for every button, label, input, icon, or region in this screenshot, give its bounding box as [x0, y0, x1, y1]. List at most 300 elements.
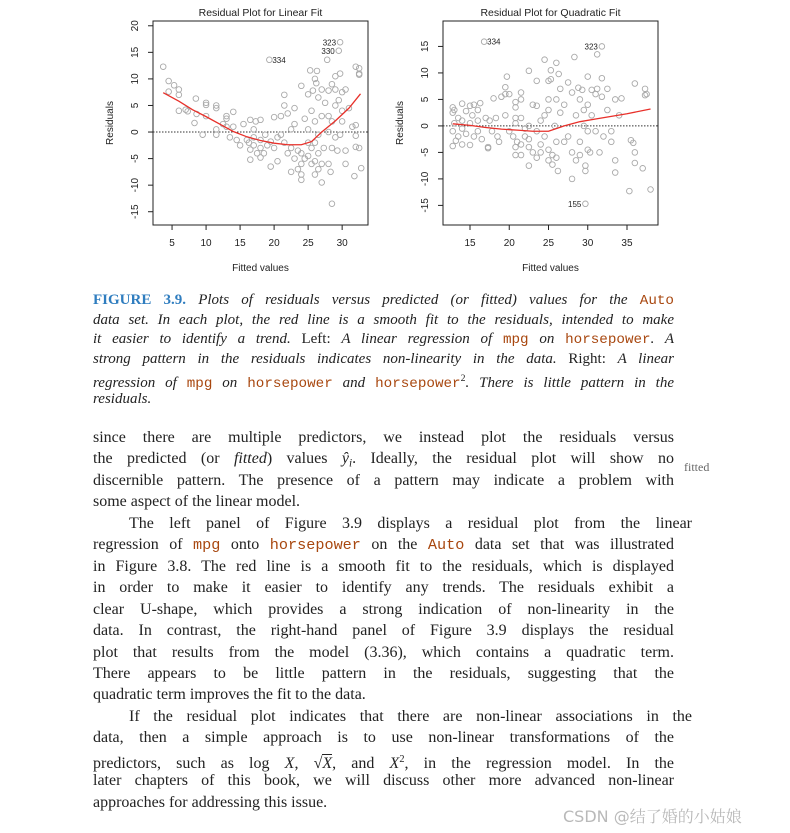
figure-3-9-charts [0, 0, 790, 280]
body-line [93, 642, 674, 663]
y-tick-label: 5 [420, 96, 431, 103]
body-line [93, 556, 674, 577]
body-line [93, 491, 674, 512]
residual-point [166, 78, 172, 84]
x-tick-label: 25 [542, 238, 555, 249]
residual-point [316, 150, 322, 156]
text-segment: later chapters of this book, we will discuss other more advanced non-linear [93, 772, 674, 790]
chart-panel-linear [105, 7, 368, 274]
text-segment: it easier to identify a trend. [93, 331, 302, 348]
residual-point [171, 82, 177, 88]
text-segment: residuals. [93, 390, 152, 407]
residual-point [608, 128, 614, 134]
outlier-point [336, 48, 342, 54]
residual-point [612, 97, 618, 103]
residual-point [251, 143, 257, 149]
text-segment: data set that was illustrated [464, 536, 674, 554]
residual-point [285, 150, 291, 156]
text-segment: clear U-shape, which provides a strong indication of non-linearity in the [93, 600, 674, 618]
residual-point [557, 86, 563, 92]
residual-point [593, 128, 599, 134]
residual-point [459, 142, 465, 148]
residual-point [350, 124, 356, 130]
residual-point [160, 64, 166, 70]
residual-point [612, 158, 618, 164]
residual-point [504, 74, 510, 80]
x-tick-label: 20 [503, 238, 515, 249]
residual-point [339, 119, 345, 125]
residual-point [227, 135, 233, 141]
residual-point [640, 166, 646, 172]
residual-point [479, 136, 485, 142]
residual-point [343, 148, 349, 154]
residual-point [530, 150, 536, 156]
residual-point [475, 128, 481, 134]
text-segment: data set. In each plot, the red line is a smooth fit to the residuals, intended to make [93, 311, 674, 328]
text-segment: predictors, such as log [93, 754, 285, 772]
text-segment: , and [332, 754, 390, 772]
text-segment: plot that results from the model (3.36), which contains a quadratic term. [93, 643, 674, 661]
residual-point [467, 142, 473, 148]
residual-point [530, 102, 536, 108]
residual-point [319, 180, 325, 186]
chart-title: Residual Plot for Quadratic Fit [480, 7, 621, 19]
y-tick-label: 10 [420, 67, 431, 79]
y-tick-label: 0 [420, 123, 431, 129]
residual-point [569, 90, 575, 96]
residual-point [597, 150, 603, 156]
residual-point [467, 103, 473, 109]
x-tick-label: 10 [200, 238, 212, 249]
text-segment: X [284, 754, 295, 772]
outlier-point [599, 44, 605, 50]
residual-point [319, 161, 325, 167]
residual-point [319, 87, 325, 93]
residual-point [510, 134, 516, 140]
text-segment: i [348, 457, 353, 470]
residual-point [176, 108, 182, 114]
residual-point [526, 163, 532, 169]
residual-point [336, 97, 342, 103]
residual-point [459, 101, 465, 107]
text-segment: regression of [93, 536, 194, 554]
residual-point [166, 89, 172, 95]
body-line [93, 534, 674, 555]
text-segment: There appears to be little pattern in the residuals, suggesting that the [93, 664, 674, 682]
text-segment: strong pattern in the residuals indicates non-linearity in the data. [93, 351, 569, 368]
code-term: horsepower [269, 536, 361, 555]
residual-point [358, 165, 364, 171]
residual-point [632, 81, 638, 87]
residual-point [585, 128, 591, 134]
residual-point [299, 177, 305, 183]
residual-point [648, 187, 654, 193]
text-segment: approaches for addressing this issue. [93, 793, 328, 811]
x-tick-label: 30 [582, 238, 594, 249]
residual-point [241, 121, 247, 127]
residual-point [475, 107, 481, 113]
y-tick-label: -10 [130, 177, 141, 193]
y-axis-label: Residuals [395, 101, 406, 145]
residual-point [230, 124, 236, 130]
residual-point [555, 168, 561, 174]
residual-point [321, 145, 327, 151]
text-segment: Right: [568, 351, 618, 368]
residual-point [627, 188, 633, 194]
text-segment: X [322, 754, 333, 772]
body-line [93, 770, 674, 791]
text-segment: and [332, 374, 376, 391]
residual-point [463, 108, 469, 114]
residual-point [316, 95, 322, 101]
y-tick-label: -15 [420, 198, 431, 213]
residual-point [518, 142, 524, 148]
residual-point [605, 107, 611, 113]
residual-point [550, 162, 556, 168]
y-tick-label: 15 [130, 46, 141, 58]
residual-point [513, 105, 519, 111]
residual-point [193, 96, 199, 102]
residual-point [309, 145, 315, 151]
cap-line [93, 369, 675, 392]
text-segment: fitted [233, 450, 267, 468]
residual-point [577, 97, 583, 103]
residual-point [463, 131, 469, 137]
text-segment: in order to make it easier to identify any trends. The residuals exhibit a [93, 579, 674, 597]
body-line [93, 599, 674, 620]
residual-point [546, 107, 552, 113]
residual-point [554, 139, 560, 145]
code-term: Auto [427, 536, 465, 555]
x-tick-label: 15 [464, 238, 476, 249]
outlier-point [583, 201, 589, 207]
residual-point [247, 157, 253, 163]
outlier-point [337, 39, 343, 45]
residual-point [176, 87, 182, 93]
residual-point [632, 160, 638, 166]
residual-point [310, 88, 316, 94]
text-segment: on the [360, 536, 428, 554]
residual-point [237, 143, 243, 149]
residual-point [337, 71, 343, 77]
residual-point [593, 91, 599, 97]
residual-point [522, 134, 528, 140]
residual-point [265, 143, 271, 149]
residual-point [608, 139, 614, 145]
text-segment: X [389, 754, 400, 772]
residual-point [513, 144, 519, 150]
residual-point [542, 113, 548, 119]
chart-panel-quadratic [395, 7, 658, 274]
residual-point [583, 163, 589, 169]
text-segment: Left: [301, 331, 342, 348]
residual-point [282, 92, 288, 98]
residual-point [554, 60, 560, 66]
residual-point [299, 161, 305, 167]
residual-point [583, 168, 589, 174]
cap-line [93, 329, 674, 349]
text-segment: . Ideally, the residual plot will show no [352, 450, 675, 468]
cap-line [93, 310, 674, 330]
residual-point [459, 126, 465, 132]
residual-point [581, 107, 587, 113]
residual-point [261, 150, 267, 156]
residual-point [518, 115, 524, 121]
text-segment: 2 [399, 753, 405, 765]
residual-point [288, 169, 294, 175]
residual-point [487, 118, 493, 124]
cap-line [93, 290, 674, 310]
text-segment: A linear regression of [341, 331, 503, 348]
residual-point [470, 113, 476, 119]
residual-point [328, 169, 334, 175]
residual-point [585, 74, 591, 80]
y-tick-label: 20 [130, 20, 141, 32]
plot-frame [443, 21, 658, 225]
residual-point [450, 128, 456, 134]
y-tick-label: 0 [130, 129, 141, 135]
residual-point [514, 139, 520, 145]
residual-point [518, 152, 524, 158]
body-line [93, 749, 674, 770]
residual-point [534, 103, 540, 109]
residual-point [299, 83, 305, 89]
text-segment: 2 [460, 372, 466, 384]
residual-point [526, 144, 532, 150]
outlier-label: 334 [272, 55, 286, 65]
body-line [93, 684, 674, 705]
residual-point [569, 150, 575, 156]
residual-point [285, 111, 291, 117]
body-line [93, 470, 674, 491]
residual-point [548, 67, 554, 73]
y-tick-label: -10 [420, 171, 431, 187]
residual-point [312, 172, 318, 178]
x-axis-label: Fitted values [232, 263, 289, 274]
residual-point [642, 92, 648, 98]
residual-point [538, 150, 544, 156]
body-line [93, 620, 674, 641]
residual-point [268, 164, 274, 170]
residual-point [335, 148, 341, 154]
residual-point [477, 100, 483, 106]
residual-point [353, 64, 359, 70]
residual-point [542, 134, 548, 140]
text-segment: data. In contrast, the right-hand panel of Figure 3.9 displays the residual [93, 622, 674, 640]
residual-point [316, 166, 322, 172]
code-term: horsepower [375, 375, 461, 392]
code-term: mpg [186, 375, 213, 392]
residual-point [632, 150, 638, 156]
residual-point [565, 134, 571, 140]
residual-point [538, 142, 544, 148]
residual-point [262, 132, 268, 138]
residual-point [353, 133, 359, 139]
text-segment: onto [220, 536, 270, 554]
residual-point [176, 92, 182, 98]
residual-point [356, 145, 362, 151]
x-axis-label: Fitted values [522, 263, 579, 274]
residual-point [605, 86, 611, 92]
residual-point [542, 57, 548, 63]
residual-point [642, 86, 648, 92]
residual-point [556, 71, 562, 77]
residual-point [503, 113, 509, 119]
residual-point [518, 97, 524, 103]
residual-point [506, 91, 512, 97]
residual-point [234, 137, 240, 143]
residual-point [271, 114, 277, 120]
x-tick-label: 20 [268, 238, 280, 249]
body-line [93, 663, 674, 684]
x-tick-label: 35 [621, 238, 633, 249]
residual-point [314, 68, 320, 74]
residual-point [337, 132, 343, 138]
smooth-fit-line [453, 109, 651, 131]
residual-point [538, 118, 544, 124]
residual-point [546, 97, 552, 103]
text-segment: quadratic term improves the fit to the data. [93, 686, 366, 704]
chart-title: Residual Plot for Linear Fit [198, 7, 323, 19]
text-segment: Plots of residuals versus predicted (or fitted) values for the [186, 292, 640, 308]
text-segment: . There is little pattern in the [465, 374, 675, 391]
body-line [93, 427, 674, 448]
residual-point [213, 132, 219, 138]
residual-point [452, 120, 458, 126]
residual-point [343, 161, 349, 167]
y-tick-label: 15 [420, 40, 431, 52]
code-term: mpg [193, 536, 221, 555]
residual-point [329, 201, 335, 207]
code-term: mpg [502, 332, 529, 349]
residual-point [513, 152, 519, 158]
residual-point [489, 128, 495, 134]
residual-point [546, 147, 552, 153]
residual-point [534, 78, 540, 84]
text-segment: in Figure 3.8. The red line is a smooth fit to the residuals, which is displayed [93, 557, 674, 575]
residual-point [513, 115, 519, 121]
residual-point [599, 94, 605, 100]
residual-point [493, 115, 499, 121]
residual-point [569, 176, 575, 182]
residual-point [450, 143, 456, 149]
x-tick-label: 25 [302, 238, 314, 249]
text-segment: some aspect of the linear model. [93, 493, 301, 511]
x-tick-label: 5 [169, 238, 175, 249]
residual-point [192, 120, 198, 126]
residual-point [526, 68, 532, 74]
text-segment: , √ [294, 754, 323, 772]
cap-line [93, 349, 674, 369]
residual-point [324, 57, 330, 63]
residual-point [589, 113, 595, 119]
y-tick-label: 5 [130, 102, 141, 109]
body-line [93, 727, 674, 748]
residual-point [295, 166, 301, 172]
residual-point [455, 134, 461, 140]
body-line [111, 513, 692, 534]
residual-point [292, 121, 298, 127]
outlier-point [267, 57, 273, 63]
residual-point [292, 105, 298, 111]
residual-point [288, 145, 294, 151]
text-segment: ) values [266, 450, 342, 468]
residual-point [594, 52, 600, 58]
x-tick-label: 30 [336, 238, 348, 249]
y-tick-label: -5 [130, 154, 141, 164]
residual-point [577, 152, 583, 158]
body-line [93, 577, 674, 598]
residual-point [305, 92, 311, 98]
residual-point [356, 65, 362, 71]
text-segment: The left panel of Figure 3.9 displays a residual plot from the linear [129, 514, 692, 532]
residual-point [518, 90, 524, 96]
residual-point [282, 103, 288, 109]
residual-point [251, 127, 257, 133]
text-segment: data, then a simple approach is to use non-linear transformations of the [93, 729, 674, 747]
code-term: horsepower [247, 375, 333, 392]
margin-note: fitted [684, 460, 710, 474]
code-term: horsepower [565, 332, 651, 349]
residual-point [275, 158, 281, 164]
y-tick-label: -15 [130, 204, 141, 219]
outlier-label: 334 [487, 37, 501, 47]
y-tick-label: 10 [130, 73, 141, 85]
residual-point [329, 81, 335, 87]
text-segment: since there are multiple predictors, we instead plot the residuals versus [93, 429, 674, 446]
residual-point [230, 109, 236, 115]
residual-point [309, 108, 315, 114]
residual-point [322, 100, 328, 106]
residual-point [312, 119, 318, 125]
residual-point [565, 80, 571, 86]
residual-point [601, 134, 607, 140]
cap-line [93, 389, 674, 409]
text-segment: on [212, 374, 248, 391]
residual-point [333, 87, 339, 93]
residual-point [353, 122, 359, 128]
residual-point [585, 102, 591, 108]
residual-point [302, 116, 308, 122]
residual-point [326, 113, 332, 119]
residual-point [475, 118, 481, 124]
residual-point [491, 96, 497, 102]
text-segment: . A [650, 331, 674, 348]
residual-point [561, 102, 567, 108]
residual-point [496, 139, 502, 145]
residual-point [483, 115, 489, 121]
outlier-label: 323 [322, 38, 337, 48]
residual-point [305, 127, 311, 133]
residual-point [288, 127, 294, 133]
residual-point [307, 68, 313, 74]
residual-point [495, 134, 501, 140]
residual-point [503, 84, 509, 90]
outlier-label: 155 [568, 199, 582, 209]
residual-point [213, 127, 219, 133]
text-segment: A linear [617, 351, 674, 368]
residual-point [612, 170, 618, 176]
residual-point [258, 145, 264, 151]
residual-point [292, 156, 298, 162]
outlier-point [481, 39, 487, 45]
residual-point [299, 172, 305, 178]
residual-point [333, 103, 339, 109]
residual-point [594, 86, 600, 92]
residual-point [353, 144, 359, 150]
y-tick-label: -5 [420, 147, 431, 157]
residual-point [513, 120, 519, 126]
